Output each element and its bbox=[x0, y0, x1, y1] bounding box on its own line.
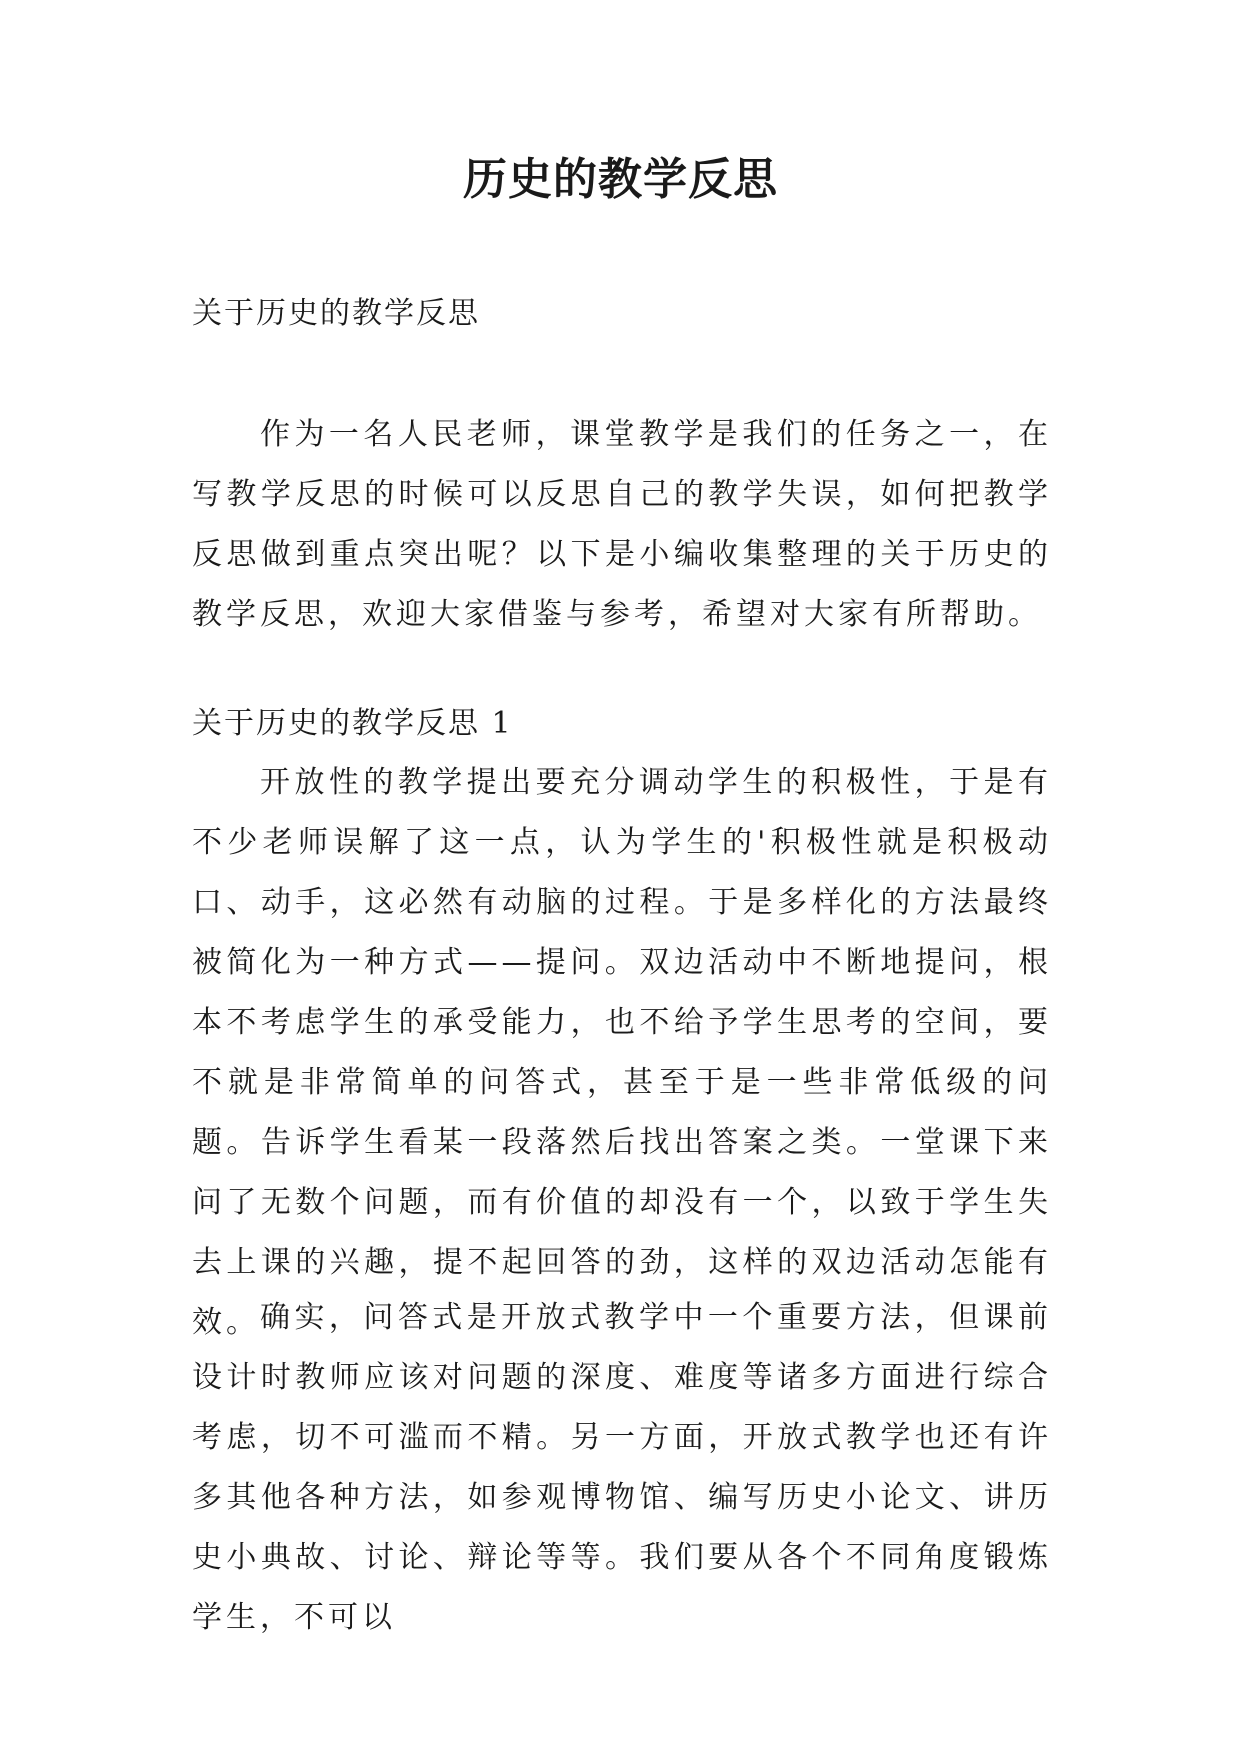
body-paragraph: 确实，问答式是开放式教学中一个重要方法，但课前设计时教师应该对问题的深度、难度等诸多方面进行综合考虑，切不可滥而不精。另一方面，开放式教学也还有许多其他各种方法，如参观博物馆、编写历史小论文、讲历史小典故、讨论、辩论等等。我们要从各个不同角度锻炼学生，不可以 bbox=[192, 1300, 1052, 1635]
body-paragraph: 开放性的教学提出要充分调动学生的积极性，于是有不少老师误解了这一点，认为学生的'积极性就是积极动口、动手，这必然有动脑的过程。于是多样化的方法最终被简化为一种方式——提问。双边活动中不断地提问，根本不考虑学生的承受能力，也不给予学生思考的空间，要不就是非常简单的问答式，甚至于是一些非常低级的问题。告诉学生看某一段落然后找出答案之类。一堂课下来问了无数个问题，而有价值的却没有一个，以致于学生失去上课的兴趣，提不起回答的劲，这样的双边活动怎能有效。 bbox=[192, 765, 1052, 1340]
intro-paragraph: 作为一名人民老师，课堂教学是我们的任务之一，在写教学反思的时候可以反思自己的教学失误，如何把教学反思做到重点突出呢？以下是小编收集整理的关于历史的教学反思，欢迎大家借鉴与参考，希望对大家有所帮助。 bbox=[192, 417, 1052, 632]
document-title: 历史的教学反思 bbox=[463, 154, 778, 205]
document-subtitle: 关于历史的教学反思 bbox=[192, 296, 480, 331]
section-heading: 关于历史的教学反思 1 bbox=[192, 706, 513, 741]
